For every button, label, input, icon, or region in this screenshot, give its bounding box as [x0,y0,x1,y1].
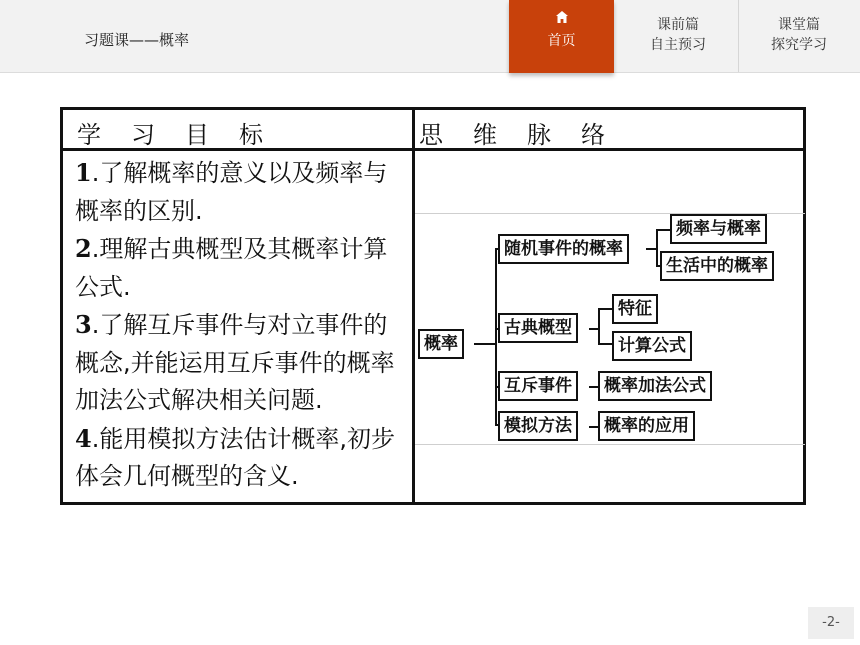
connector [656,229,658,267]
connector [598,308,612,310]
top-bar [0,0,860,73]
map-root-node: 概率 [418,329,464,359]
map-branch-node: 模拟方法 [498,411,578,441]
map-leaf-node: 概率加法公式 [598,371,712,401]
connector [598,308,600,345]
connector [589,426,598,428]
nav-preview-line1: 课前篇 [657,17,699,33]
map-leaf-node: 频率与概率 [670,214,767,244]
mind-map [415,151,805,502]
goal-item: 3.了解互斥事件与对立事件的概念,并能运用互斥事件的概率加法公式解决相关问题. [75,310,395,414]
map-branch-node: 古典概型 [498,313,578,343]
goal-item: 4.能用模拟方法估计概率,初步体会几何概型的含义. [75,423,395,490]
nav-home-button[interactable] [509,0,614,73]
nav-classroom-line2: 探究学习 [771,37,827,53]
nav-classroom-button[interactable] [739,0,859,72]
goals-list [75,154,405,496]
map-divider [415,444,805,445]
page-number: -2- [808,607,854,639]
map-leaf-node: 概率的应用 [598,411,695,441]
nav-preview-button[interactable] [618,0,739,72]
map-leaf-node: 生活中的概率 [660,251,774,281]
objectives-table [60,107,806,505]
goal-item: 2.理解古典概型及其概率计算公式. [75,234,388,301]
connector [656,229,670,231]
mind-map-heading: 思维脉络 [419,121,635,149]
learning-goals-heading: 学习目标 [77,121,293,149]
nav-classroom-line1: 课堂篇 [778,17,820,33]
nav-home-label: 首页 [547,33,576,49]
connector [474,343,497,345]
page-title: 习题课——概率 [84,31,190,49]
map-branch-node: 随机事件的概率 [498,234,629,264]
connector [589,386,598,388]
connector [598,343,612,345]
goal-item: 1.了解概率的意义以及频率与概率的区别. [75,158,388,225]
connector [495,248,497,426]
nav-preview-line2: 自主预习 [650,37,706,53]
map-leaf-node: 特征 [612,294,658,324]
map-branch-node: 互斥事件 [498,371,578,401]
home-icon [555,10,569,24]
table-header-row [63,110,803,151]
map-leaf-node: 计算公式 [612,331,692,361]
